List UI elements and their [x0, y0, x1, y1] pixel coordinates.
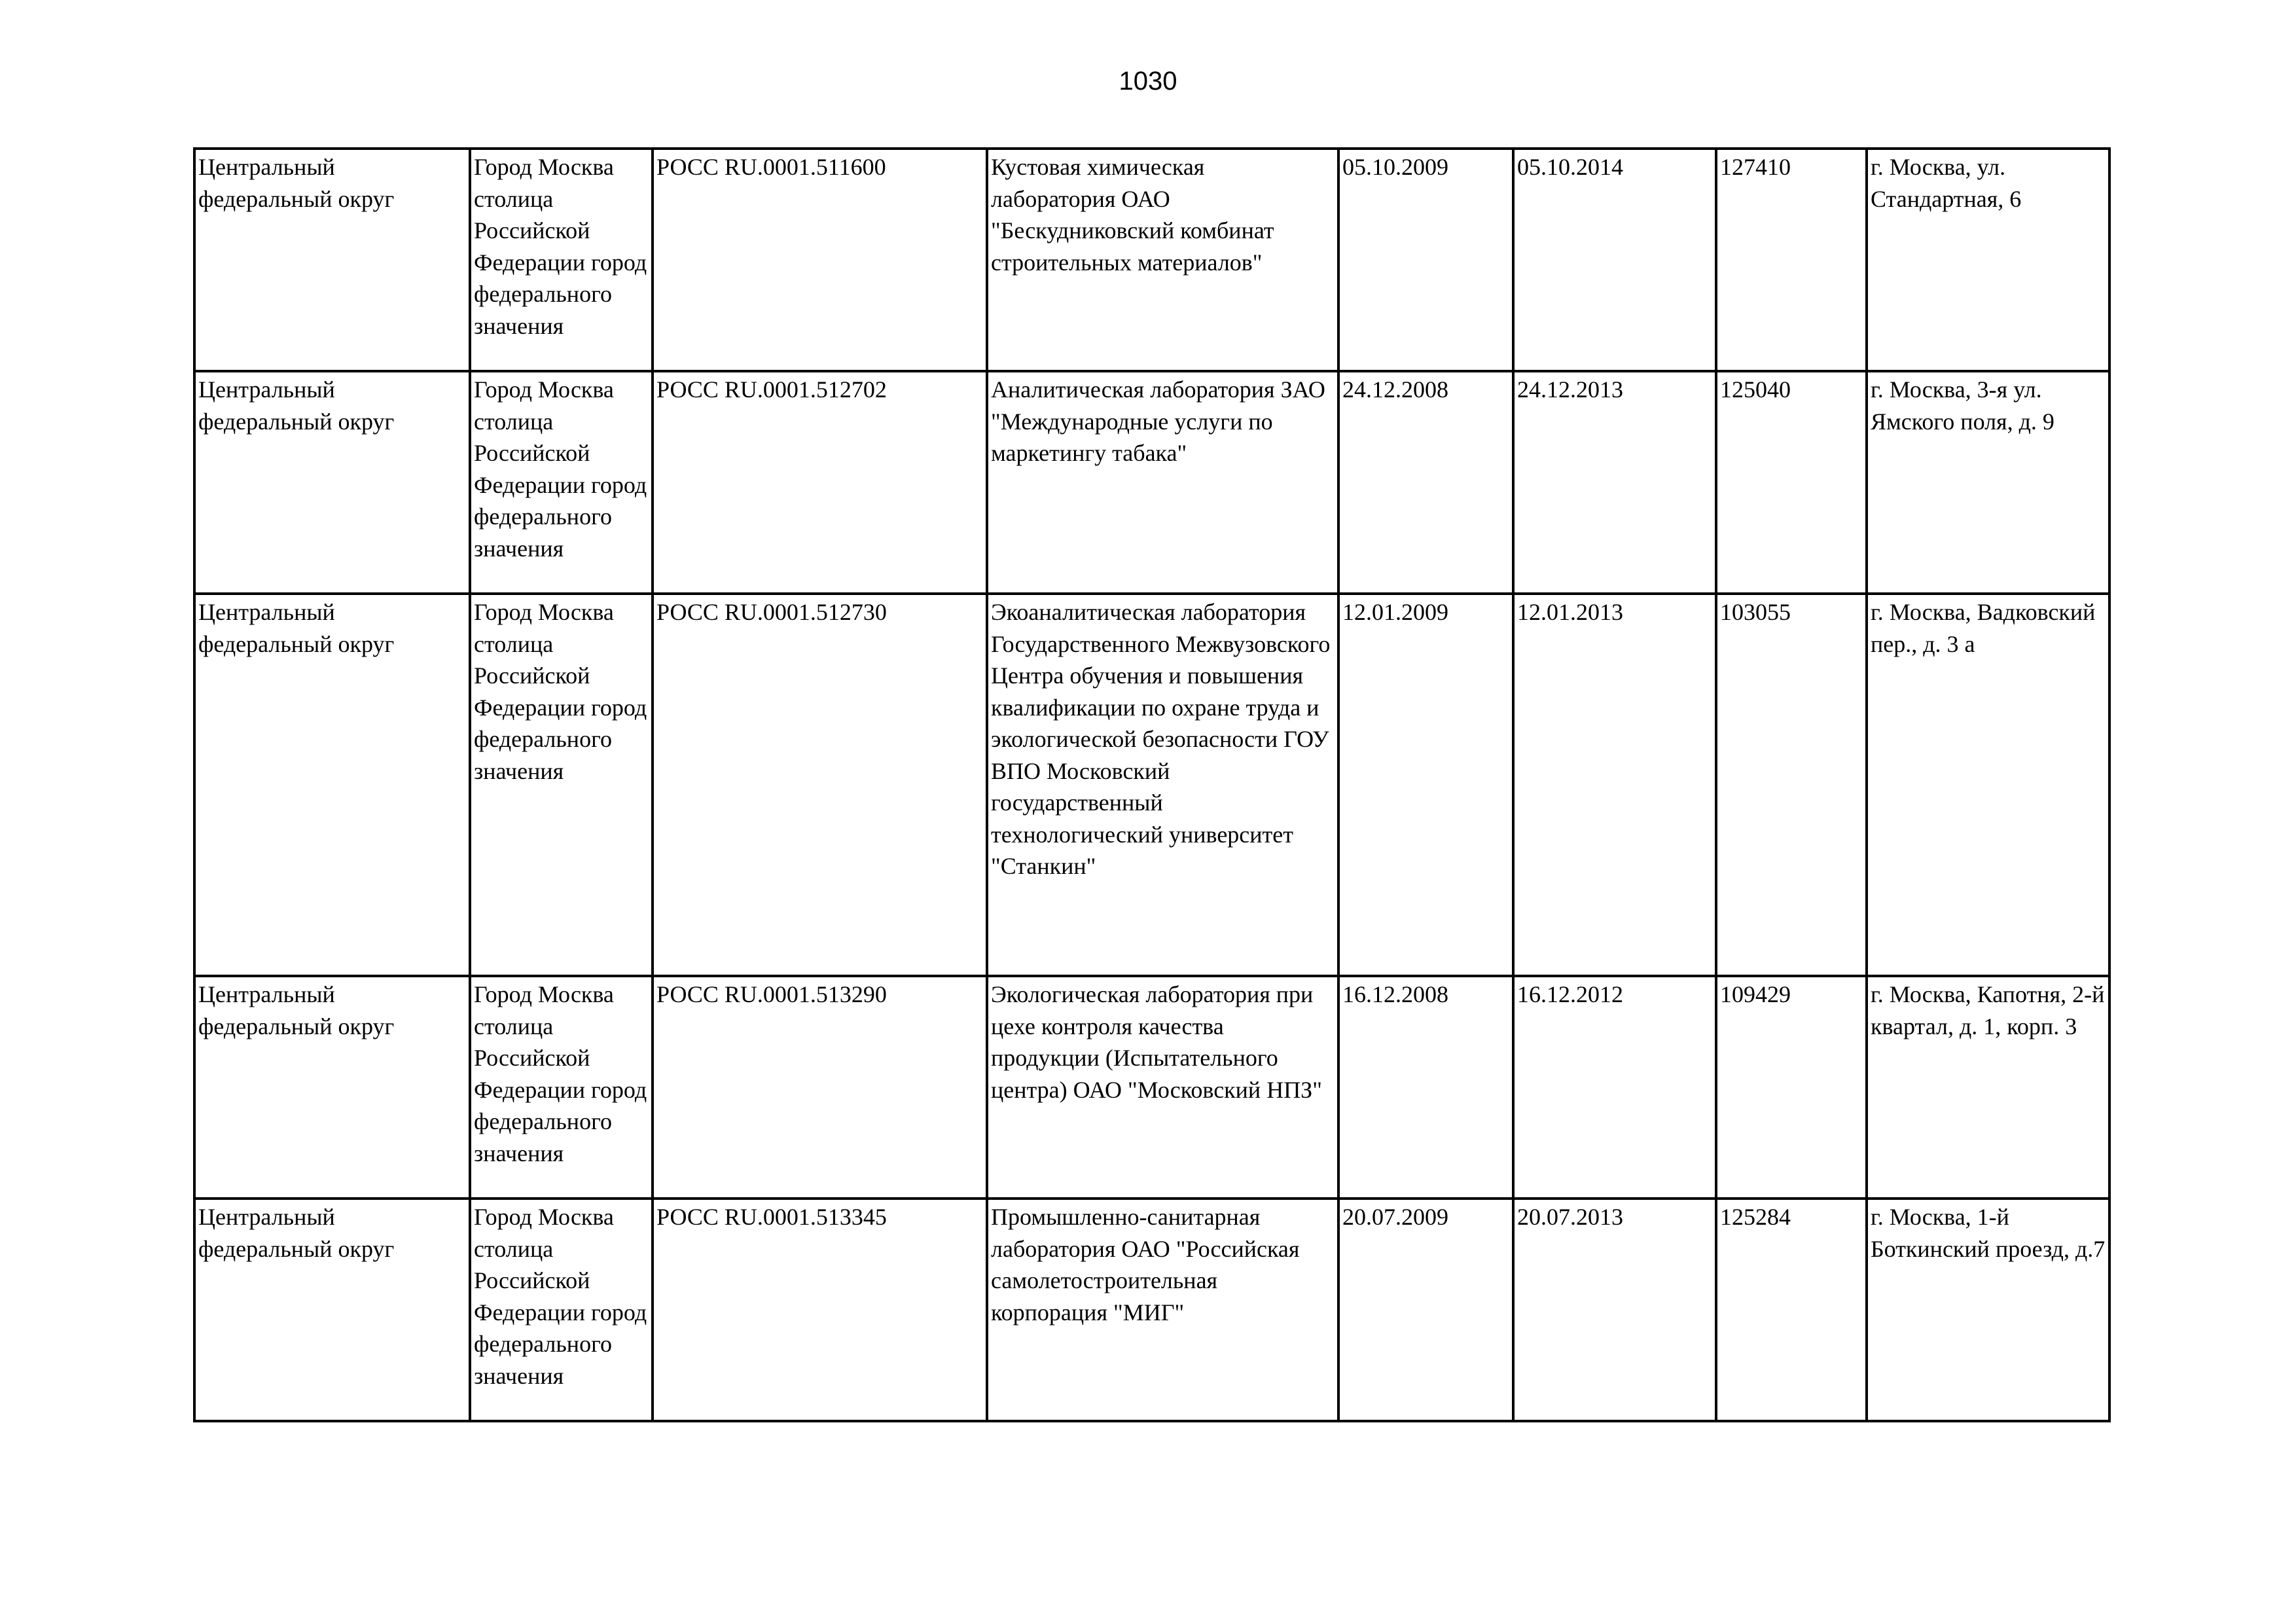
region-cell: Город Москва столица Российской Федерации город федерального значения: [470, 594, 653, 976]
date-to-cell: 05.10.2014: [1513, 149, 1716, 371]
date-to-cell: 24.12.2013: [1513, 371, 1716, 594]
certificate-number-cell: РОСС RU.0001.513290: [653, 976, 987, 1199]
certificate-number-cell: РОСС RU.0001.513345: [653, 1199, 987, 1421]
certificate-number-cell: РОСС RU.0001.511600: [653, 149, 987, 371]
certificate-number-cell: РОСС RU.0001.512730: [653, 594, 987, 976]
address-cell: г. Москва, 1-й Боткинский проезд, д.7: [1867, 1199, 2109, 1421]
address-cell: г. Москва, ул. Стандартная, 6: [1867, 149, 2109, 371]
date-to-cell: 16.12.2012: [1513, 976, 1716, 1199]
date-from-cell: 05.10.2009: [1338, 149, 1513, 371]
laboratory-name-cell: Кустовая химическая лаборатория ОАО "Бескудниковский комбинат строительных материалов": [987, 149, 1338, 371]
region-cell: Город Москва столица Российской Федерации город федерального значения: [470, 149, 653, 371]
district-cell: Центральный федеральный округ: [194, 371, 470, 594]
date-to-cell: 12.01.2013: [1513, 594, 1716, 976]
page-number: 1030: [1119, 67, 1177, 96]
laboratory-name-cell: Экологическая лаборатория при цехе контроля качества продукции (Испытательного центра) ОАО "Московский НПЗ": [987, 976, 1338, 1199]
table-row: [194, 371, 2109, 594]
address-cell: г. Москва, 3-я ул. Ямского поля, д. 9: [1867, 371, 2109, 594]
postal-index-cell: 125040: [1716, 371, 1867, 594]
date-to-cell: 20.07.2013: [1513, 1199, 1716, 1421]
district-cell: Центральный федеральный округ: [194, 149, 470, 371]
date-from-cell: 16.12.2008: [1338, 976, 1513, 1199]
region-cell: Город Москва столица Российской Федерации город федерального значения: [470, 371, 653, 594]
certificate-number-cell: РОСС RU.0001.512702: [653, 371, 987, 594]
district-cell: Центральный федеральный округ: [194, 594, 470, 976]
date-from-cell: 20.07.2009: [1338, 1199, 1513, 1421]
region-cell: Город Москва столица Российской Федерации город федерального значения: [470, 1199, 653, 1421]
laboratory-table: [193, 147, 2111, 1422]
postal-index-cell: 103055: [1716, 594, 1867, 976]
laboratory-name-cell: Промышленно-санитарная лаборатория ОАО "Российская самолетостроительная корпорация "МИГ": [987, 1199, 1338, 1421]
table-row: [194, 1199, 2109, 1421]
date-from-cell: 12.01.2009: [1338, 594, 1513, 976]
table-row: [194, 594, 2109, 976]
address-cell: г. Москва, Капотня, 2-й квартал, д. 1, корп. 3: [1867, 976, 2109, 1199]
district-cell: Центральный федеральный округ: [194, 1199, 470, 1421]
table-row: [194, 976, 2109, 1199]
table-row: [194, 149, 2109, 371]
postal-index-cell: 125284: [1716, 1199, 1867, 1421]
region-cell: Город Москва столица Российской Федерации город федерального значения: [470, 976, 653, 1199]
postal-index-cell: 127410: [1716, 149, 1867, 371]
address-cell: г. Москва, Вадковский пер., д. 3 а: [1867, 594, 2109, 976]
postal-index-cell: 109429: [1716, 976, 1867, 1199]
district-cell: Центральный федеральный округ: [194, 976, 470, 1199]
laboratory-name-cell: Аналитическая лаборатория ЗАО "Международные услуги по маркетингу табака": [987, 371, 1338, 594]
date-from-cell: 24.12.2008: [1338, 371, 1513, 594]
laboratory-name-cell: Экоаналитическая лаборатория Государственного Межвузовского Центра обучения и повышения квалификации по охране труда и экологической безопасности ГОУ ВПО Московский государственный технологический университет "Станкин": [987, 594, 1338, 976]
